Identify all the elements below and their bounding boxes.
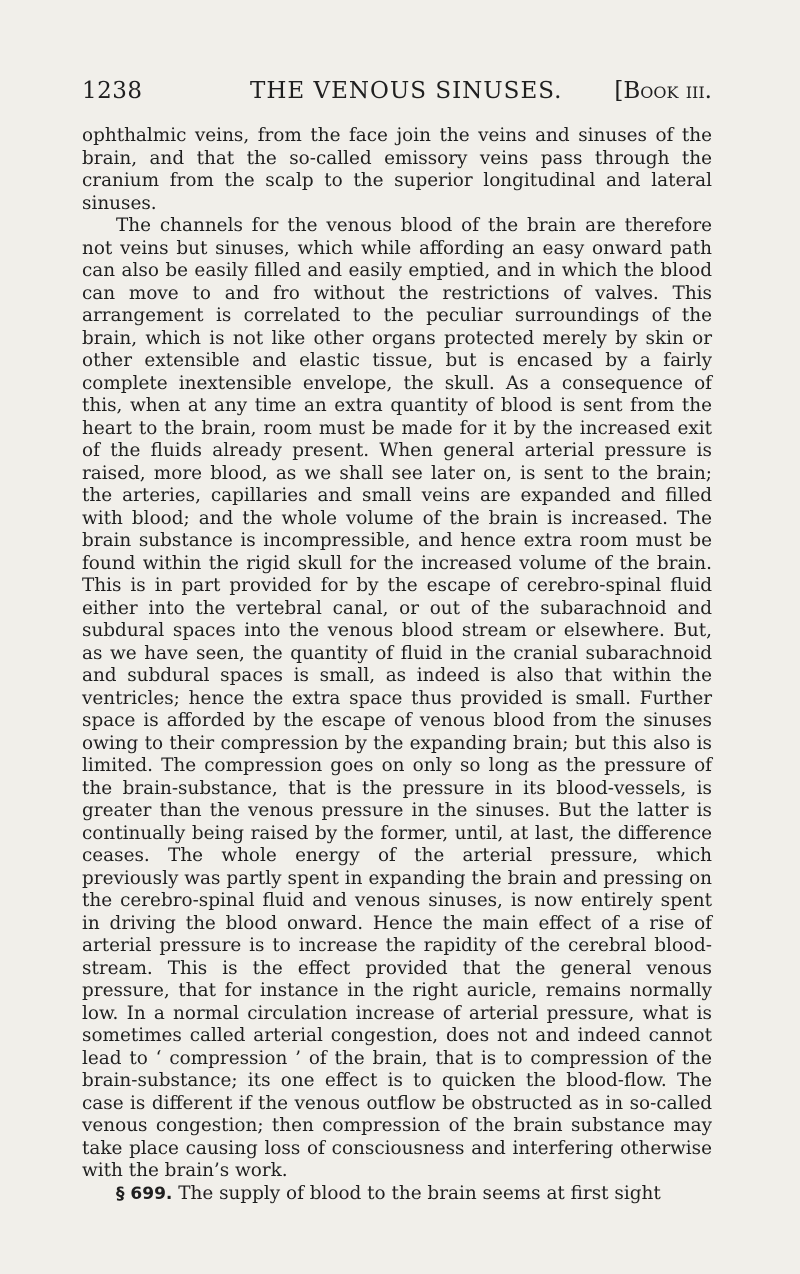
book-reference: [Book iii. (614, 78, 712, 104)
paragraph-venous-channels: The channels for the venous blood of the brain are therefore not veins but sinuses, which while affording an easy onward path can also be easily filled and easily emptied, and in which the blood can move to and fro without the restrictions of valves. This arrangement is correlated to the peculiar surroundings of the brain, which is not like other organs protected merely by skin or other extensible and elastic tissue, but is encased by a fairly complete inextensible envelope, the skull. As a consequence of this, when at any time an extra quantity of blood is sent from the heart to the brain, room must be made for it by the increased exit of the fluids already present. When general arterial pressure is raised, more blood, as we shall see later on, is sent to the brain; the arteries, capillaries and small veins are expanded and filled with blood; and the whole volume of the brain is increased. The brain substance is incompressible, and hence extra room must be found within the rigid skull for the increased volume of the brain. This is in part provided for by the escape of cerebro-spinal fluid either into the vertebral canal, or out of the subarachnoid and subdural spaces into the venous blood stream or elsewhere. But, as we have seen, the quantity of fluid in the cranial subarachnoid and subdural spaces is small, as indeed is also that within the ventricles; hence the extra space thus provided is small. Further space is afforded by the escape of venous blood from the sinuses owing to their compression by the expanding brain; but this also is limited. The compression goes on only so long as the pressure of the brain-substance, that is the pressure in its blood-vessels, is greater than the venous pressure in the sinuses. But the latter is continually being raised by the former, until, at last, the difference ceases. The whole energy of the arterial pressure, which previously was partly spent in expanding the brain and pressing on the cerebro-spinal fluid and venous sinuses, is now entirely spent in driving the blood onward. Hence the main effect of a rise of arterial pressure is to increase the rapidity of the cerebral blood-stream. This is the effect provided that the general venous pressure, that for instance in the right auricle, remains normally low. In a normal circulation increase of arterial pressure, what is sometimes called arterial congestion, does not and indeed cannot lead to ‘ compression ’ of the brain, that is to compression of the brain-substance; its one effect is to quicken the blood-flow. The case is different if the venous outflow be obstructed as in so-called venous congestion; then compression of the brain substance may take place causing loss of consciousness and interfering otherwise with the brain’s work. (82, 215, 712, 1181)
paragraph-section-699 (82, 1183, 712, 1206)
running-head (82, 74, 712, 108)
page-number: 1238 (82, 78, 143, 104)
section-text: The supply of blood to the brain seems at first sight (178, 1182, 661, 1204)
running-title: THE VENOUS SINUSES. (250, 78, 563, 104)
body-text (82, 125, 712, 1205)
paragraph-continued: ophthalmic veins, from the face join the veins and sinuses of the brain, and that the so-called emissory veins pass through the cranium from the scalp to the superior longitudinal and lateral sinuses. (82, 125, 712, 214)
section-number: § 699. (116, 1183, 173, 1204)
